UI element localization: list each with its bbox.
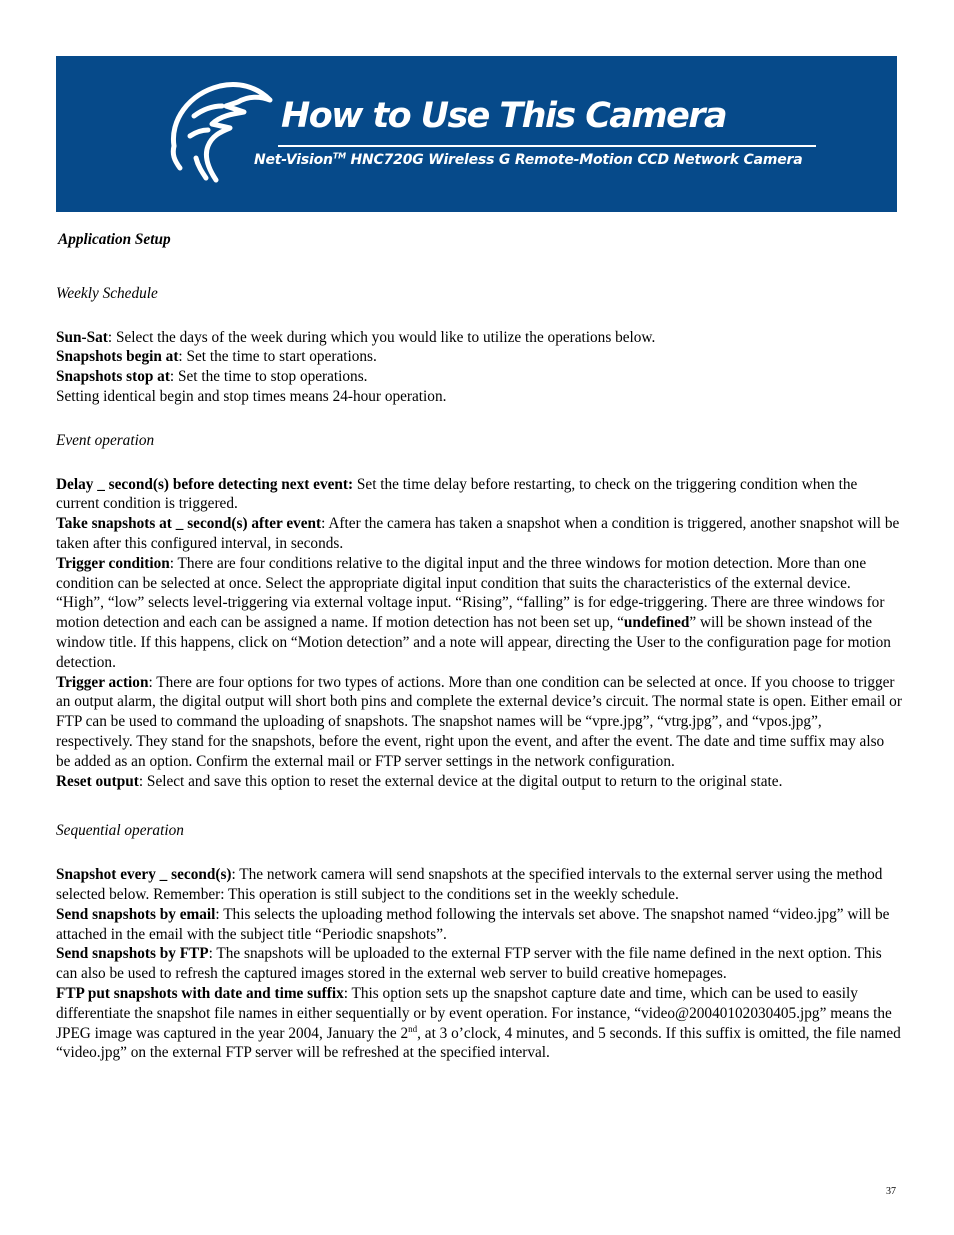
take-snapshots-item: Take snapshots at _ second(s) after event: After the camera has taken a snapshot when a condition is triggered, another snapshot will be taken after this configured interval, in seconds. (56, 515, 900, 552)
banner-subtitle: Net-Vision™ HNC720G Wireless G Remote-Motion CCD Network Camera (254, 151, 803, 168)
reset-output-item: Reset output: Select and save this option to reset the external device at the digital output to return to the original state. (56, 772, 783, 790)
send-by-email-item: Send snapshots by email: This selects the uploading method following the intervals set above. The snapshot named “video.jpg” will be attached in the email with the subject title “Periodic snapshots”. (56, 905, 890, 943)
event-operation-heading: Event operation (56, 431, 155, 449)
weekly-note: Setting identical begin and stop times means 24-hour operation. (56, 387, 447, 405)
header-banner (56, 56, 897, 212)
eagle-logo-icon (168, 76, 278, 188)
snapshots-stop-item: Snapshots stop at: Set the time to stop operations. (56, 368, 368, 386)
send-by-ftp-item: Send snapshots by FTP: The snapshots will be uploaded to the external FTP server with the file name defined in the next option. This can also be used to refresh the captured images stored in the external web server to build creative homepages. (56, 945, 882, 983)
snapshot-every-item: Snapshot every _ second(s): The network camera will send snapshots at the specified intervals to the external server using the method selected below. Remember: This operation is still subject to the conditions set in the weekly schedule. (56, 866, 883, 903)
trigger-condition-item: Trigger condition: There are four conditions relative to the digital input and the three windows for motion detection. More than one condition can be selected at once. Select the appropriate digital input condition that suits the characteristics of the external device. “High”, “low” selects level-triggering via external voltage input. “Rising”, “falling” is for edge-triggering. There are three windows for motion detection and each can be assigned a name. If motion detection has not been set up, “undefined” will be shown instead of the window title. If this happens, click on “Motion detection” and a note will appear, directing the User to the configuration page for motion detection. (56, 554, 891, 671)
delay-item: Delay _ second(s) before detecting next event: Set the time delay before restarting, to check on the triggering condition when the current condition is triggered. (56, 475, 858, 513)
weekly-schedule-heading: Weekly Schedule (56, 284, 158, 302)
banner-divider (278, 145, 816, 147)
ftp-suffix-item: FTP put snapshots with date and time suffix: This option sets up the snapshot capture date and time, which can be used to easily differentiate the snapshot file names in either sequentially or by event operation. For instance, “video@20040102030405.jpg” means the JPEG image was captured in the year 2004, January the 2nd, at 3 o’clock, 4 minutes, and 5 seconds. If this suffix is omitted, the file named “video.jpg” on the external FTP server will be refreshed at the specified interval. (56, 984, 901, 1062)
page-content (56, 230, 902, 1063)
banner-title: How to Use This Camera (281, 96, 726, 136)
page-number: 37 (886, 1186, 896, 1197)
trigger-action-item: Trigger action: There are four options for two types of actions. More than one condition can be selected at once. If you choose to trigger an output alarm, the digital output will short both pins and complete the external device’s circuit. The normal state is open. Either email or FTP can be used to command the uploading of snapshots. The snapshot names will be “vpre.jpg”, “vtrg.jpg”, and “vpos.jpg”, respectively. They stand for the snapshots, before the event, right upon the event, and after the event. The date and time suffix may also be added as an option. Confirm the external mail or FTP server settings in the network configuration. (56, 673, 902, 770)
page-section-title: Application Setup (58, 231, 171, 248)
sun-sat-item: Sun-Sat: Select the days of the week during which you would like to utilize the operations below. (56, 328, 656, 346)
sequential-operation-heading: Sequential operation (56, 822, 184, 840)
snapshots-begin-item: Snapshots begin at: Set the time to start operations. (56, 348, 377, 366)
